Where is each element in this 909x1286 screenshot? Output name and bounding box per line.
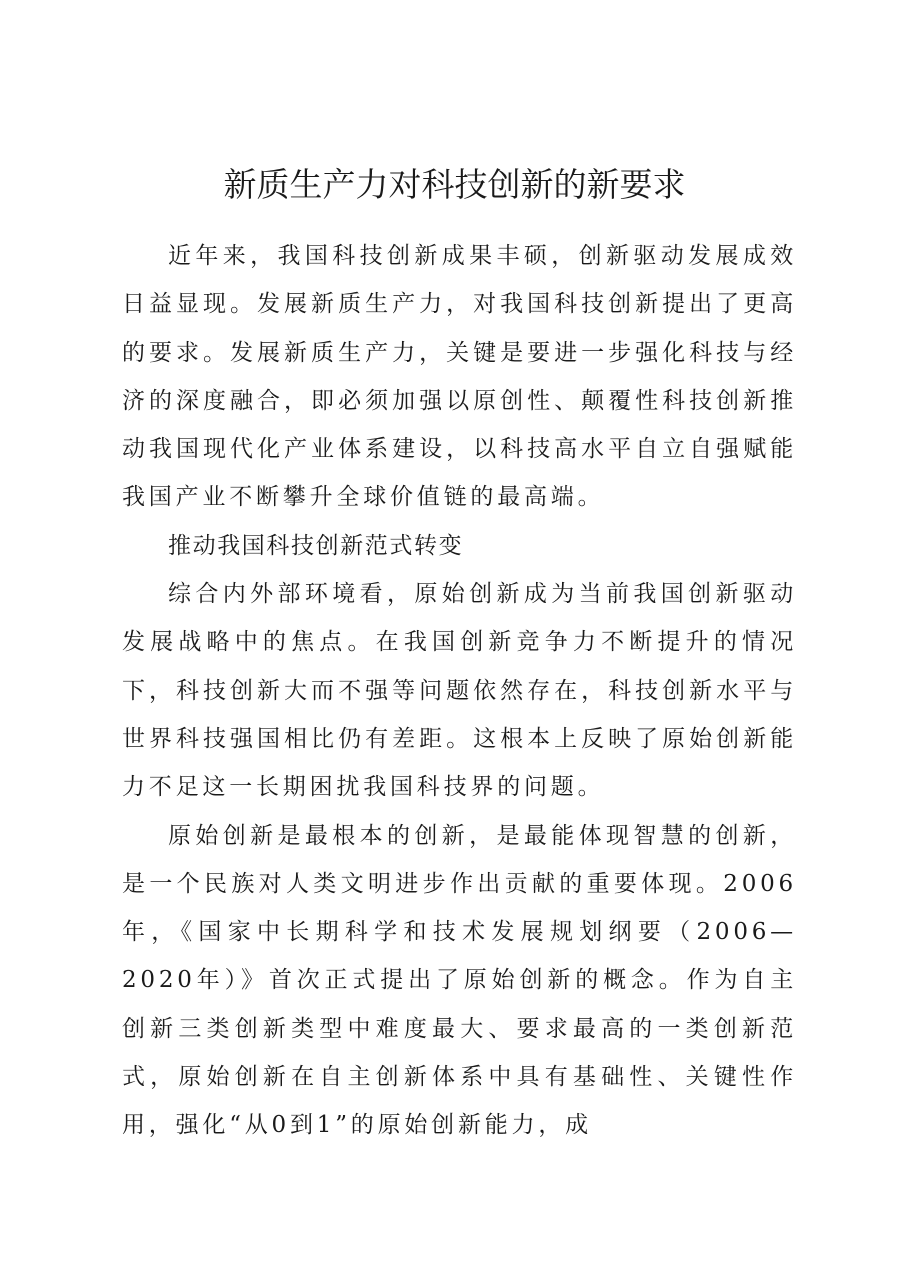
section-heading: 推动我国科技创新范式转变 xyxy=(168,532,464,559)
paragraph-original-innovation: 原始创新是最根本的创新，是最能体现智慧的创新，是一个民族对人类文明进步作出贡献的重要体现。2006年，《国家中长期科学和技术发展规划纲要（2006—2020年）》首次正式提出了原始创新的概念。作为自主创新三类创新类型中难度最大、要求最高的一类创新范式，原始创新在自主创新体系中具有基础性、关键性作用，强化“从0到1”的原始创新能力，成 xyxy=(122,822,797,1139)
paragraph-environment: 综合内外部环境看，原始创新成为当前我国创新驱动发展战略中的焦点。在我国创新竞争力不断提升的情况下，科技创新大而不强等问题依然存在，科技创新水平与世界科技强国相比仍有差距。这根本上反映了原始创新能力不足这一长期困扰我国科技界的问题。 xyxy=(122,581,797,801)
document-body xyxy=(122,232,797,1150)
paragraph-intro: 近年来，我国科技创新成果丰硕，创新驱动发展成效日益显现。发展新质生产力，对我国科技创新提出了更高的要求。发展新质生产力，关键是要进一步强化科技与经济的深度融合，即必须加强以原创性、颠覆性科技创新推动我国现代化产业体系建设，以科技高水平自立自强赋能我国产业不断攀升全球价值链的最高端。 xyxy=(122,243,797,511)
document-title: 新质生产力对科技创新的新要求 xyxy=(223,165,686,204)
